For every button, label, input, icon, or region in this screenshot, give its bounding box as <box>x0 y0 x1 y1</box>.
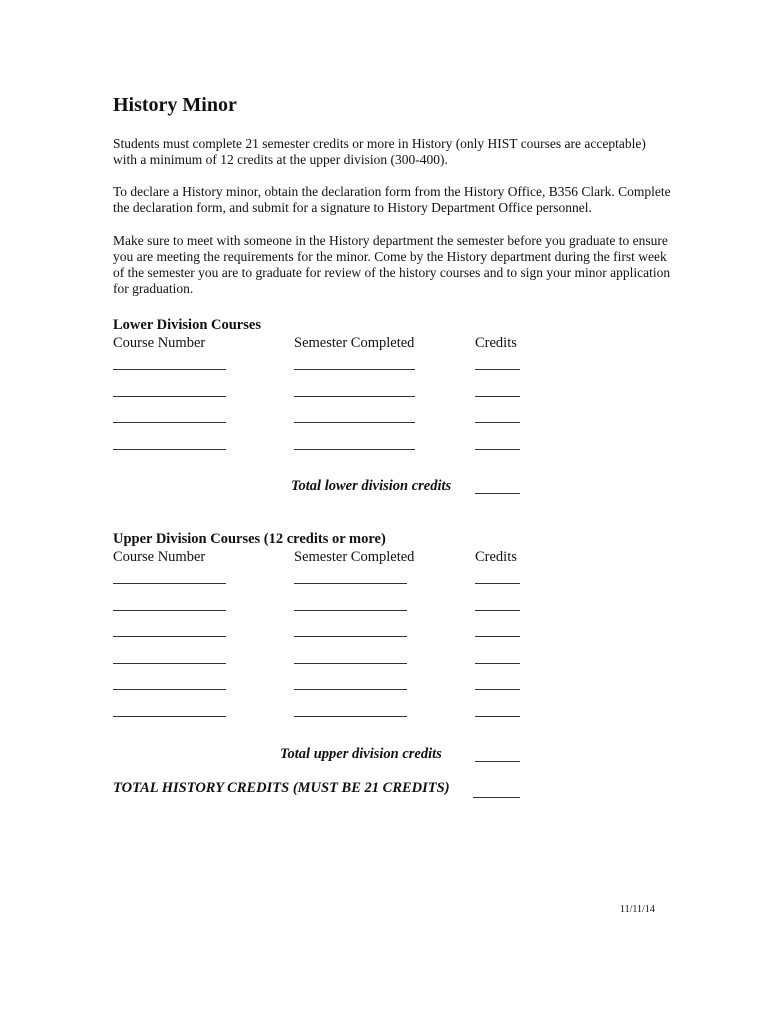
advising-paragraph: Make sure to meet with someone in the History department the semester before you graduate to ensure you are meeting the requirements for the minor. Come by the History department during the first week of the semester you are to graduate for review of the history courses and to sign your minor application for graduation. <box>113 233 671 296</box>
upper-course-number-blank[interactable] <box>113 716 226 717</box>
lower-credits-blank[interactable] <box>475 449 520 450</box>
upper-course-number-blank[interactable] <box>113 583 226 584</box>
upper-semester-completed-blank[interactable] <box>294 636 407 637</box>
upper-course-number-blank[interactable] <box>113 689 226 690</box>
lower-division-heading: Lower Division Courses <box>113 317 261 333</box>
lower-total-blank[interactable] <box>475 493 520 494</box>
lower-course-number-blank[interactable] <box>113 369 226 370</box>
upper-course-number-header: Course Number <box>113 549 206 565</box>
upper-credits-blank[interactable] <box>475 663 520 664</box>
lower-course-number-blank[interactable] <box>113 449 226 450</box>
lower-semester-completed-blank[interactable] <box>294 449 415 450</box>
upper-credits-blank[interactable] <box>475 716 520 717</box>
lower-credits-header: Credits <box>475 335 517 351</box>
upper-semester-completed-header: Semester Completed <box>294 549 415 565</box>
upper-credits-blank[interactable] <box>475 636 520 637</box>
upper-course-number-blank[interactable] <box>113 663 226 664</box>
revision-date: 11/11/14 <box>620 904 655 915</box>
lower-semester-completed-blank[interactable] <box>294 369 415 370</box>
lower-semester-completed-blank[interactable] <box>294 422 415 423</box>
upper-semester-completed-blank[interactable] <box>294 663 407 664</box>
lower-total-label: Total lower division credits <box>291 478 452 494</box>
upper-credits-blank[interactable] <box>475 689 520 690</box>
lower-course-number-blank[interactable] <box>113 396 226 397</box>
lower-course-number-blank[interactable] <box>113 422 226 423</box>
upper-semester-completed-blank[interactable] <box>294 583 407 584</box>
requirements-paragraph: Students must complete 21 semester credits or more in History (only HIST courses are acceptable) with a minimum of 12 credits at the upper division (300-400). <box>113 136 646 167</box>
upper-credits-blank[interactable] <box>475 583 520 584</box>
upper-credits-blank[interactable] <box>475 610 520 611</box>
upper-semester-completed-blank[interactable] <box>294 716 407 717</box>
declaration-paragraph: To declare a History minor, obtain the declaration form from the History Office, B356 Clark. Complete the declaration form, and submit for a signature to History Department Office personnel. <box>113 184 671 215</box>
upper-total-label: Total upper division credits <box>280 746 442 762</box>
lower-credits-blank[interactable] <box>475 422 520 423</box>
upper-credits-header: Credits <box>475 549 517 565</box>
upper-semester-completed-blank[interactable] <box>294 610 407 611</box>
grand-total-blank[interactable] <box>473 797 520 798</box>
upper-course-number-blank[interactable] <box>113 636 226 637</box>
upper-semester-completed-blank[interactable] <box>294 689 407 690</box>
upper-division-heading: Upper Division Courses (12 credits or more) <box>113 531 386 547</box>
lower-credits-blank[interactable] <box>475 396 520 397</box>
lower-semester-completed-blank[interactable] <box>294 396 415 397</box>
upper-total-blank[interactable] <box>475 761 520 762</box>
lower-credits-blank[interactable] <box>475 369 520 370</box>
page-title: History Minor <box>113 94 237 116</box>
upper-course-number-blank[interactable] <box>113 610 226 611</box>
lower-semester-completed-header: Semester Completed <box>294 335 415 351</box>
grand-total-label: TOTAL HISTORY CREDITS (MUST BE 21 CREDITS) <box>113 780 450 796</box>
lower-course-number-header: Course Number <box>113 335 206 351</box>
